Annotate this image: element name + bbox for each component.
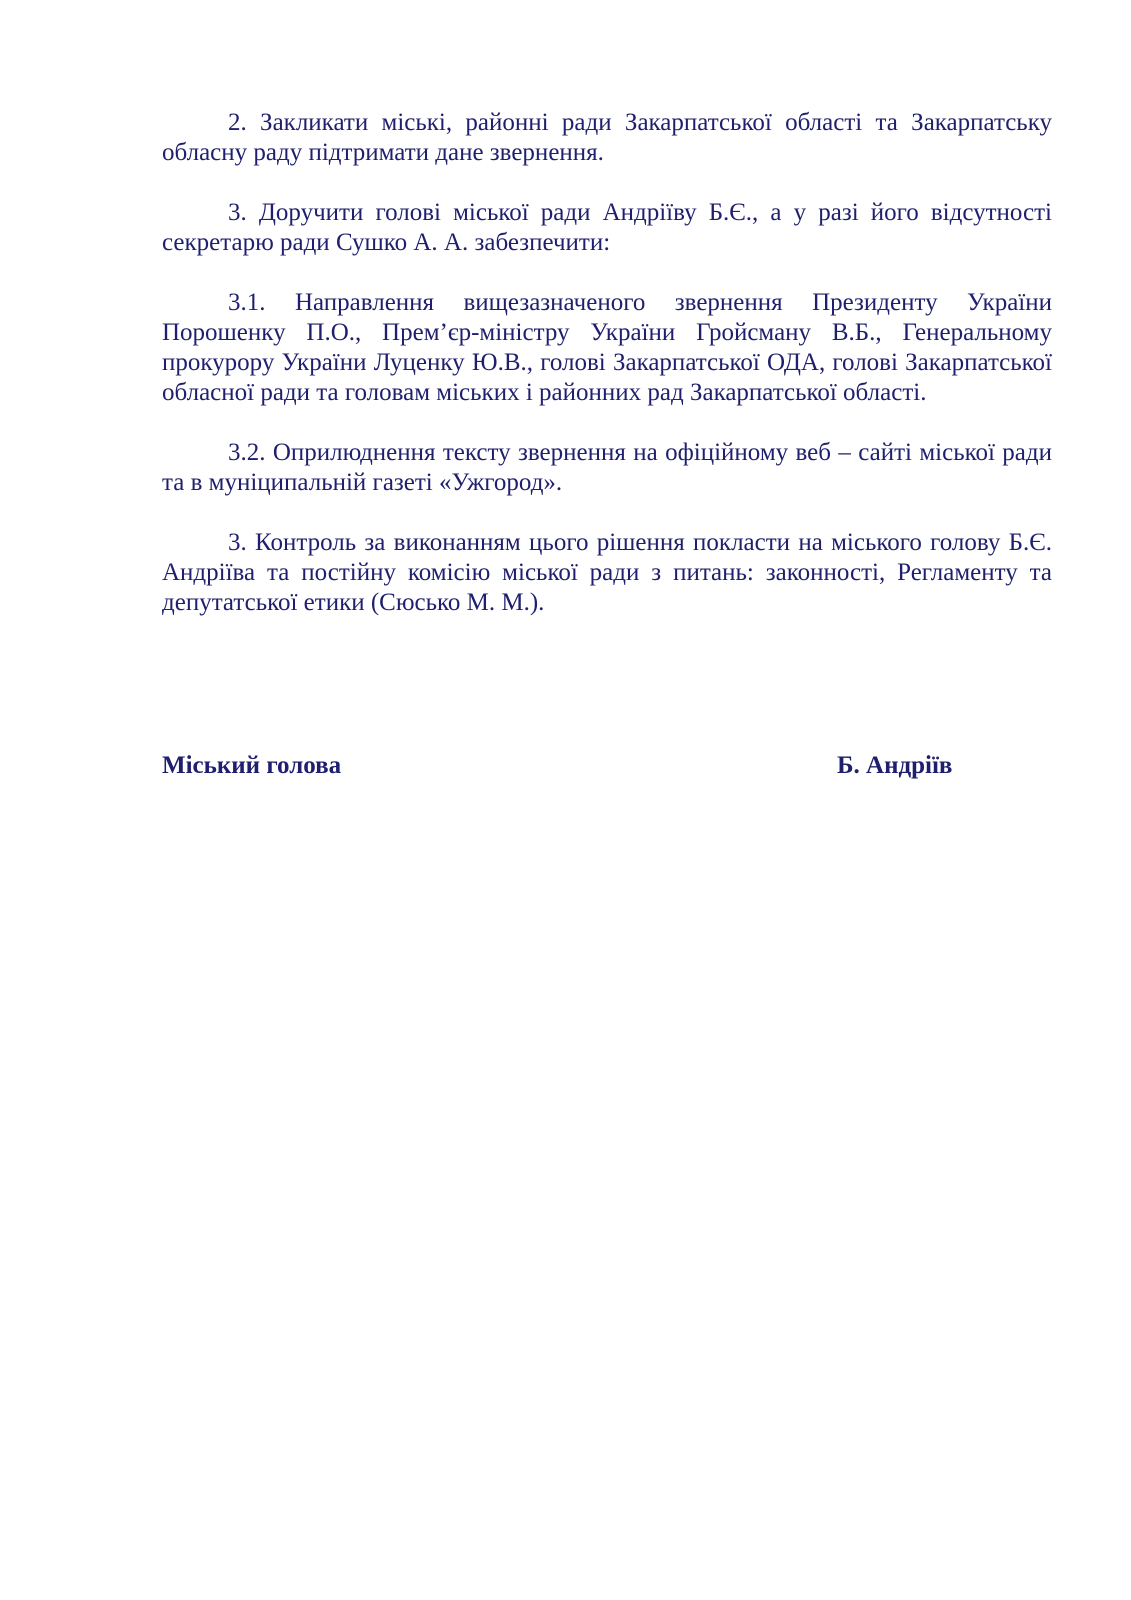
signature-name: Б. Андріїв	[837, 752, 953, 779]
paragraph-item-3-2: 3.2. Оприлюднення тексту звернення на офіційному веб – сайті міської ради та в муніципальній газеті «Ужгород».	[162, 439, 1052, 496]
paragraph-item-3: 3. Доручити голові міської ради Андріїву Б.Є., а у разі його відсутності секретарю ради Сушко А. А. забезпечити:	[162, 199, 1052, 256]
signature-title: Міський голова	[162, 752, 342, 779]
paragraph-item-control: 3. Контроль за виконанням цього рішення покласти на міського голову Б.Є. Андріїва та постійну комісію міської ради з питань: законності, Регламенту та депутатської етики (Сюсько М. М.).	[162, 529, 1052, 616]
paragraph-item-3-1: 3.1. Направлення вищезазначеного звернення Президенту України Порошенку П.О., Прем’єр-міністру України Гройсману В.Б., Генеральному прокурору України Луценку Ю.В., голові Закарпатської ОДА, голові Закарпатської обласної ради та головам міських і районних рад Закарпатської області.	[162, 289, 1052, 406]
document-body	[162, 108, 1052, 648]
signature-block	[162, 751, 962, 783]
paragraph-item-2: 2. Закликати міські, районні ради Закарпатської області та Закарпатську обласну раду підтримати дане звернення.	[162, 109, 1052, 166]
